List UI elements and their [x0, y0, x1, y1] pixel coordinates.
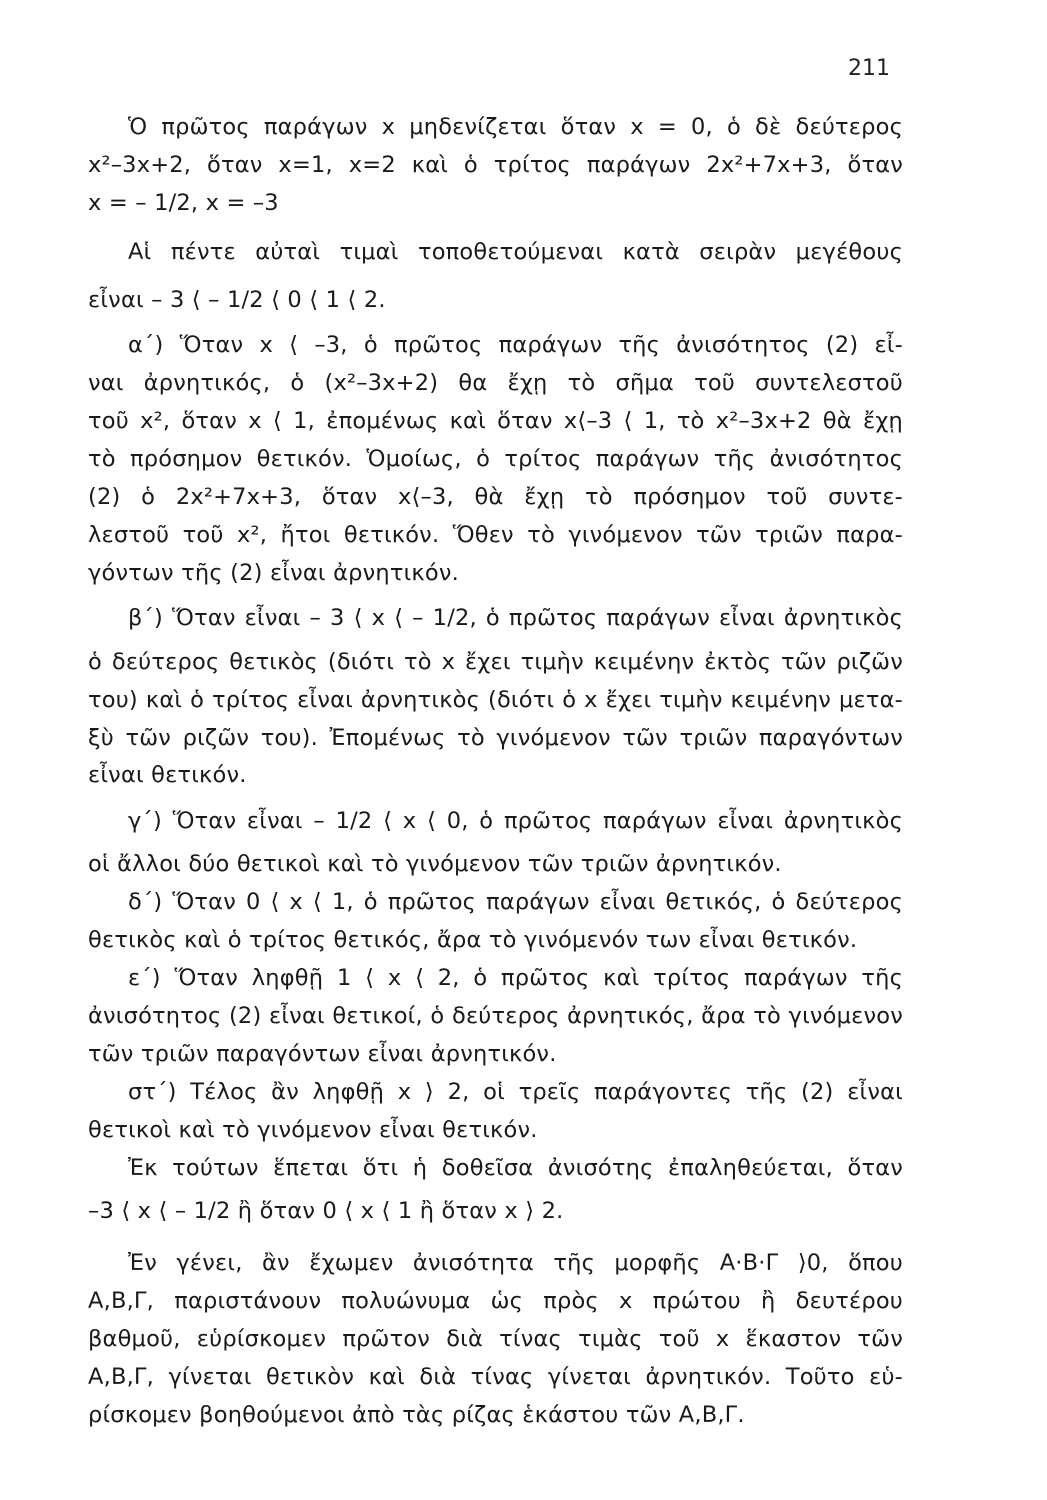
text-line: α΄) Ὅταν x ⟨ –3, ὁ πρῶτος παράγων τῆς ἀνισότητος (2) εἶ- [128, 332, 903, 358]
text-line: ναι ἀρνητικός, ὁ (x²–3x+2) θα ἔχῃ τὸ σῆμα τοῦ συντελεστοῦ [88, 370, 903, 396]
page-number: 211 [848, 56, 890, 81]
text-line: Ἐν γένει, ἂν ἔχωμεν ἀνισότητα τῆς μορφῆς Α·Β·Γ ⟩0, ὅπου [128, 1250, 903, 1276]
text-line: ξὺ τῶν ριζῶν του). Ἐπομένως τὸ γινόμενον τῶν τριῶν παραγόντων [88, 725, 903, 751]
text-line: θετικὸς καὶ ὁ τρίτος θετικός, ἄρα τὸ γινόμενόν των εἶναι θετικόν. [88, 927, 858, 953]
text-line: β΄) Ὅταν εἶναι – 3 ⟨ x ⟨ – 1/2, ὁ πρῶτος παράγων εἶναι ἀρνητικὸς [128, 605, 903, 631]
text-line: ἀνισότητος (2) εἶναι θετικοί, ὁ δεύτερος ἀρνητικός, ἄρα τὸ γινόμενον [88, 1003, 903, 1029]
text-line: –3 ⟨ x ⟨ – 1/2 ἢ ὅταν 0 ⟨ x ⟨ 1 ἢ ὅταν x ⟩ 2. [88, 1198, 564, 1224]
text-line: ε΄) Ὅταν ληφθῇ 1 ⟨ x ⟨ 2, ὁ πρῶτος καὶ τρίτος παράγων τῆς [128, 965, 903, 991]
text-line: λεστοῦ τοῦ x², ἤτοι θετικόν. Ὅθεν τὸ γινόμενον τῶν τριῶν παρα- [88, 522, 903, 548]
text-line: x = – 1/2, x = –3 [88, 190, 279, 216]
text-line: γόντων τῆς (2) εἶναι ἀρνητικόν. [88, 560, 459, 586]
text-line: θετικοὶ καὶ τὸ γινόμενον εἶναι θετικόν. [88, 1117, 538, 1143]
text-line: ὁ δεύτερος θετικὸς (διότι τὸ x ἔχει τιμὴν κειμένην ἐκτὸς τῶν ριζῶν [88, 649, 903, 675]
text-line: δ΄) Ὅταν 0 ⟨ x ⟨ 1, ὁ πρῶτος παράγων εἶναι θετικός, ὁ δεύτερος [128, 889, 903, 915]
text-line: εἶναι – 3 ⟨ – 1/2 ⟨ 0 ⟨ 1 ⟨ 2. [88, 287, 386, 313]
text-line: Α,Β,Γ, παριστάνουν πολυώνυμα ὡς πρὸς x πρώτου ἢ δευτέρου [88, 1288, 903, 1314]
text-line: στ΄) Τέλος ἂν ληφθῇ x ⟩ 2, οἱ τρεῖς παράγοντες τῆς (2) εἶναι [128, 1079, 903, 1105]
text-line: τῶν τριῶν παραγόντων εἶναι ἀρνητικόν. [88, 1041, 557, 1067]
text-line: βαθμοῦ, εὑρίσκομεν πρῶτον διὰ τίνας τιμὰς τοῦ x ἕκαστον τῶν [88, 1326, 903, 1352]
text-line: Ἐκ τούτων ἕπεται ὅτι ἡ δοθεῖσα ἀνισότης ἐπαληθεύεται, ὅταν [128, 1155, 903, 1181]
text-line: τὸ πρόσημον θετικόν. Ὁμοίως, ὁ τρίτος παράγων τῆς ἀνισότητος [88, 446, 903, 472]
text-line: Αἱ πέντε αὐταὶ τιμαὶ τοποθετούμεναι κατὰ σειρὰν μεγέθους [128, 239, 903, 265]
text-line: εἶναι θετικόν. [88, 762, 247, 788]
text-line: x²–3x+2, ὅταν x=1, x=2 καὶ ὁ τρίτος παράγων 2x²+7x+3, ὅταν [88, 152, 903, 178]
text-line: (2) ὁ 2x²+7x+3, ὅταν x⟨–3, θὰ ἔχῃ τὸ πρόσημον τοῦ συντε- [88, 484, 903, 510]
text-line: γ΄) Ὅταν εἶναι – 1/2 ⟨ x ⟨ 0, ὁ πρῶτος παράγων εἶναι ἀρνητικὸς [128, 808, 903, 834]
text-line: ρίσκομεν βοηθούμενοι ἀπὸ τὰς ρίζας ἑκάστου τῶν Α,Β,Γ. [88, 1402, 745, 1428]
text-line: οἱ ἄλλοι δύο θετικοὶ καὶ τὸ γινόμενον τῶν τριῶν ἀρνητικόν. [88, 851, 782, 877]
text-line: Α,Β,Γ, γίνεται θετικὸν καὶ διὰ τίνας γίνεται ἀρνητικόν. Τοῦτο εὑ- [88, 1364, 903, 1390]
text-line: του) καὶ ὁ τρίτος εἶναι ἀρνητικὸς (διότι ὁ x ἔχει τιμὴν κειμένην μετα- [88, 687, 903, 713]
text-line: τοῦ x², ὅταν x ⟨ 1, ἐπομένως καὶ ὅταν x⟨–3 ⟨ 1, τὸ x²–3x+2 θὰ ἔχῃ [88, 408, 903, 434]
text-line: Ὁ πρῶτος παράγων x μηδενίζεται ὅταν x = 0, ὁ δὲ δεύτερος [128, 114, 903, 140]
